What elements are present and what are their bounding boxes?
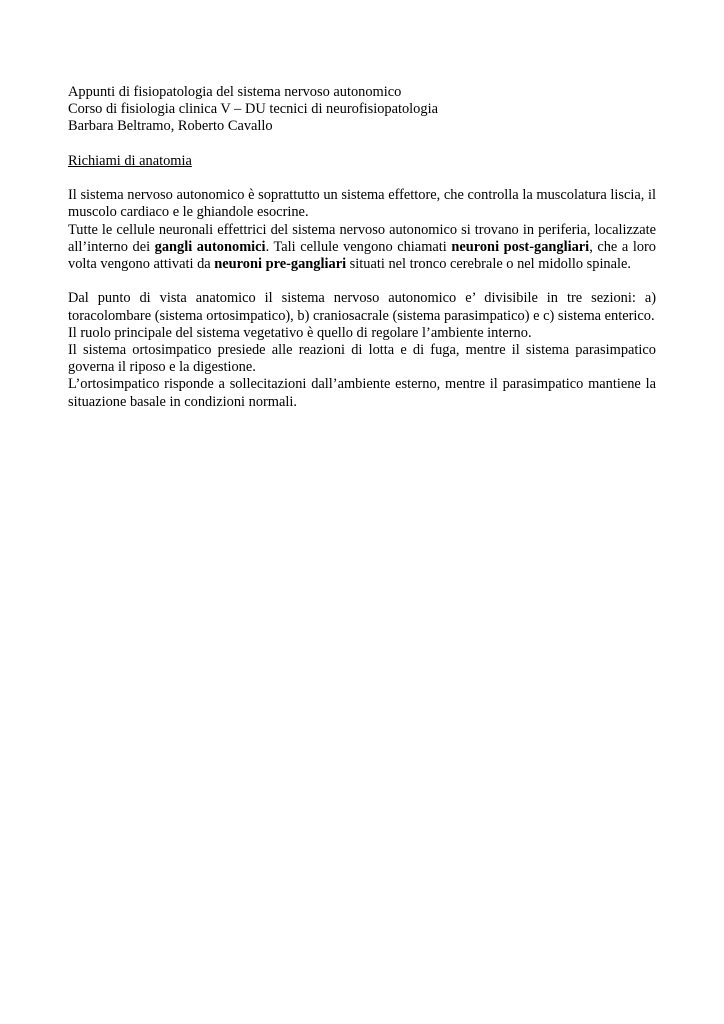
document-title: Appunti di fisiopatologia del sistema nervoso autonomico	[68, 84, 402, 100]
spacer	[68, 136, 656, 153]
paragraph-effector: Il sistema nervoso autonomico è soprattutto un sistema effettore, che controlla la muscolatura liscia, il muscolo cardiaco e le ghiandole esocrine.	[68, 187, 656, 221]
paragraph-sympathetic: Il sistema ortosimpatico presiede alle reazioni di lotta e di fuga, mentre il sistema parasimpatico governa il riposo e la digestione.	[68, 342, 656, 376]
term-gangli-autonomici: gangli autonomici	[154, 238, 266, 255]
paragraph-neurons-text: . Tali cellule vengono chiamati	[265, 238, 452, 255]
spacer	[68, 170, 656, 187]
paragraph-neurons	[68, 222, 656, 274]
spacer	[68, 273, 656, 290]
course-line: Corso di fisiologia clinica V – DU tecnici di neurofisiopatologia	[68, 101, 438, 118]
section-title: Richiami di anatomia	[68, 152, 192, 169]
paragraph-sections: Dal punto di vista anatomico il sistema nervoso autonomico e’ divisibile in tre sezioni: a) toracolombare (sistema ortosimpatico), b) craniosacrale (sistema parasimpatico) e c) sistema enterico.	[68, 290, 656, 324]
paragraph-orthosympathetic: L’ortosimpatico risponde a sollecitazioni dall’ambiente esterno, mentre il parasimpatico mantiene la situazione basale in condizioni normali.	[68, 376, 656, 410]
term-neuroni-post-gangliari: neuroni post-gangliari	[451, 238, 590, 255]
paragraph-neurons-text: Tutte le cellule neuronali effettrici del sistema nervoso autonomico si trovano in periferia, localizzate all’interno dei	[68, 221, 656, 255]
paragraph-neurons-text: situati nel tronco cerebrale o nel midollo spinale.	[346, 256, 632, 272]
document-page	[68, 84, 656, 411]
term-neuroni-pre-gangliari: neuroni pre-gangliari	[214, 256, 347, 272]
paragraph-role: Il ruolo principale del sistema vegetativo è quello di regolare l’ambiente interno.	[68, 324, 532, 341]
authors-line: Barbara Beltramo, Roberto Cavallo	[68, 118, 273, 135]
paragraph-neurons-text: , che a loro volta vengono attivati da	[68, 238, 657, 272]
